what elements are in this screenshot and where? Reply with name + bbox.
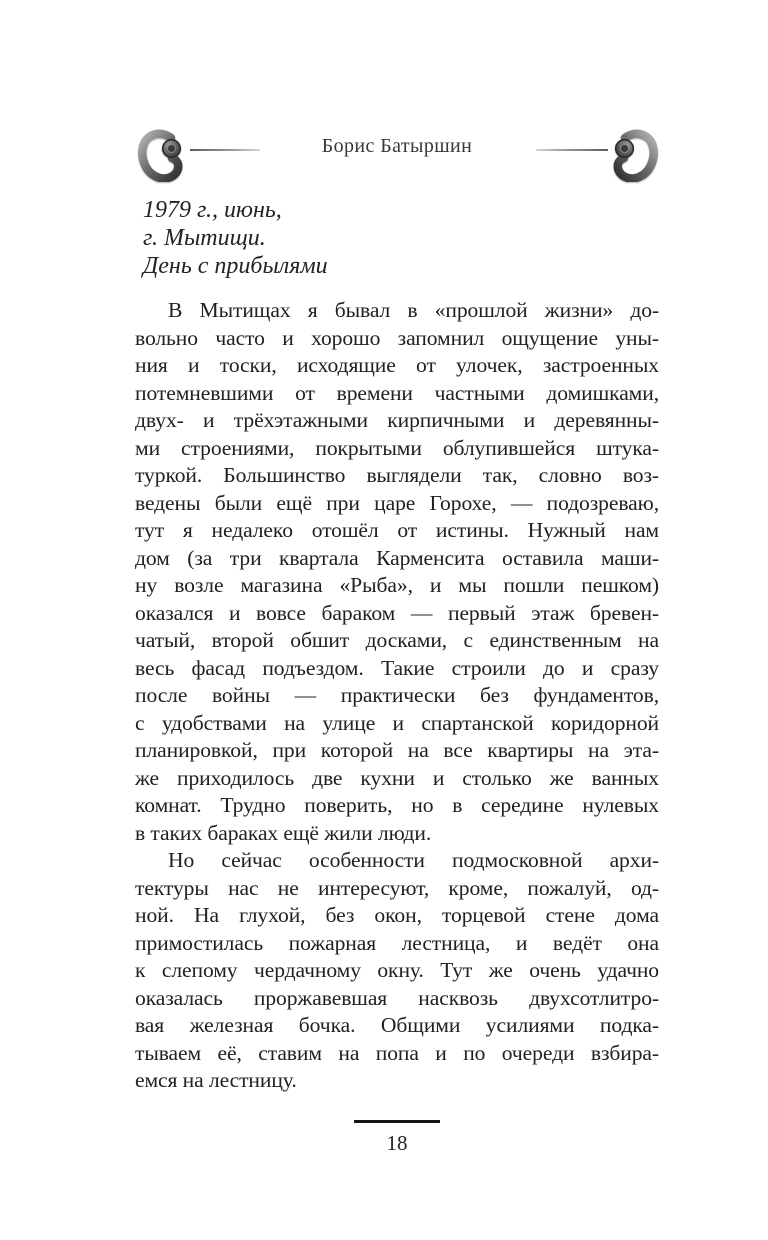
chapter-heading-line: 1979 г., июнь,	[143, 197, 282, 223]
body-line: вольно часто и хорошо запомнил ощущение уны-	[135, 325, 659, 350]
running-header-author: Борис Батыршин	[321, 135, 473, 157]
body-line: комнат. Трудно поверить, но в середине нулевых	[135, 793, 659, 817]
body-line: двух- и трёхэтажными кирпичными и деревянны-	[135, 408, 659, 432]
chapter-heading-line: г. Мытищи.	[143, 225, 266, 251]
body-line: планировкой, при которой на все квартиры на эта-	[135, 738, 659, 762]
page-number: 18	[386, 1131, 408, 1155]
body-line: ми строениями, покрытыми облупившейся штука-	[135, 435, 659, 460]
body-line: потемневшими от времени частными домишками,	[135, 380, 659, 405]
body-line: примостилась пожарная лестница, и ведёт она	[135, 930, 659, 955]
page-footer	[135, 1120, 659, 1156]
body-line: в таких бараках ещё жили люди.	[135, 820, 432, 845]
body-line: тектуры нас не интересуют, кроме, пожалуй, од-	[135, 875, 659, 900]
body-line: же приходилось две кухни и столько же ванных	[135, 765, 659, 790]
body-line: тут я недалеко отошёл от истины. Нужный нам	[135, 518, 659, 542]
body-text	[135, 297, 659, 1095]
body-line: ну возле магазина «Рыба», и мы пошли пешком)	[135, 573, 659, 597]
body-line: вая железная бочка. Общими усилиями подка-	[135, 1013, 659, 1037]
body-line: дом (за три квартала Карменсита оставила маши-	[135, 545, 659, 570]
body-line: тываем её, ставим на попа и по очереди взбира-	[135, 1040, 659, 1065]
header-rule-right	[536, 149, 608, 151]
chapter-heading	[135, 196, 659, 280]
body-line: Но сейчас особенности подмосковной архи-	[168, 848, 659, 872]
body-line: ведены были ещё при царе Горохе, — подозреваю,	[135, 490, 659, 515]
body-line: с удобствами на улице и спартанской коридорной	[135, 710, 659, 735]
body-line: весь фасад подъездом. Такие строили до и сразу	[135, 655, 659, 680]
running-header	[135, 128, 659, 182]
footer-rule	[354, 1120, 440, 1123]
paragraph	[135, 297, 659, 847]
scroll-hook-flourish-right-icon	[606, 128, 658, 182]
body-line: после войны — практически без фундаментов,	[135, 683, 659, 707]
body-line: оказалась проржавевшая насквозь двухсотлитро-	[135, 985, 659, 1010]
paragraph	[135, 847, 659, 1095]
body-line: В Мытищах я бывал в «прошлой жизни» до-	[168, 298, 659, 322]
body-line: к слепому чердачному окну. Тут же очень удачно	[135, 958, 659, 982]
body-line: туркой. Большинство выглядели так, словно воз-	[135, 463, 659, 487]
body-line: ной. На глухой, без окон, торцевой стене дома	[135, 903, 659, 927]
body-line: ния и тоски, исходящие от улочек, застроенных	[135, 353, 659, 377]
body-line: емся на лестницу.	[135, 1068, 297, 1092]
chapter-heading-line: День с прибылями	[143, 253, 328, 279]
body-line: чатый, второй обшит досками, с единственным на	[135, 628, 659, 652]
body-line: оказался и вовсе бараком — первый этаж бревен-	[135, 600, 659, 625]
